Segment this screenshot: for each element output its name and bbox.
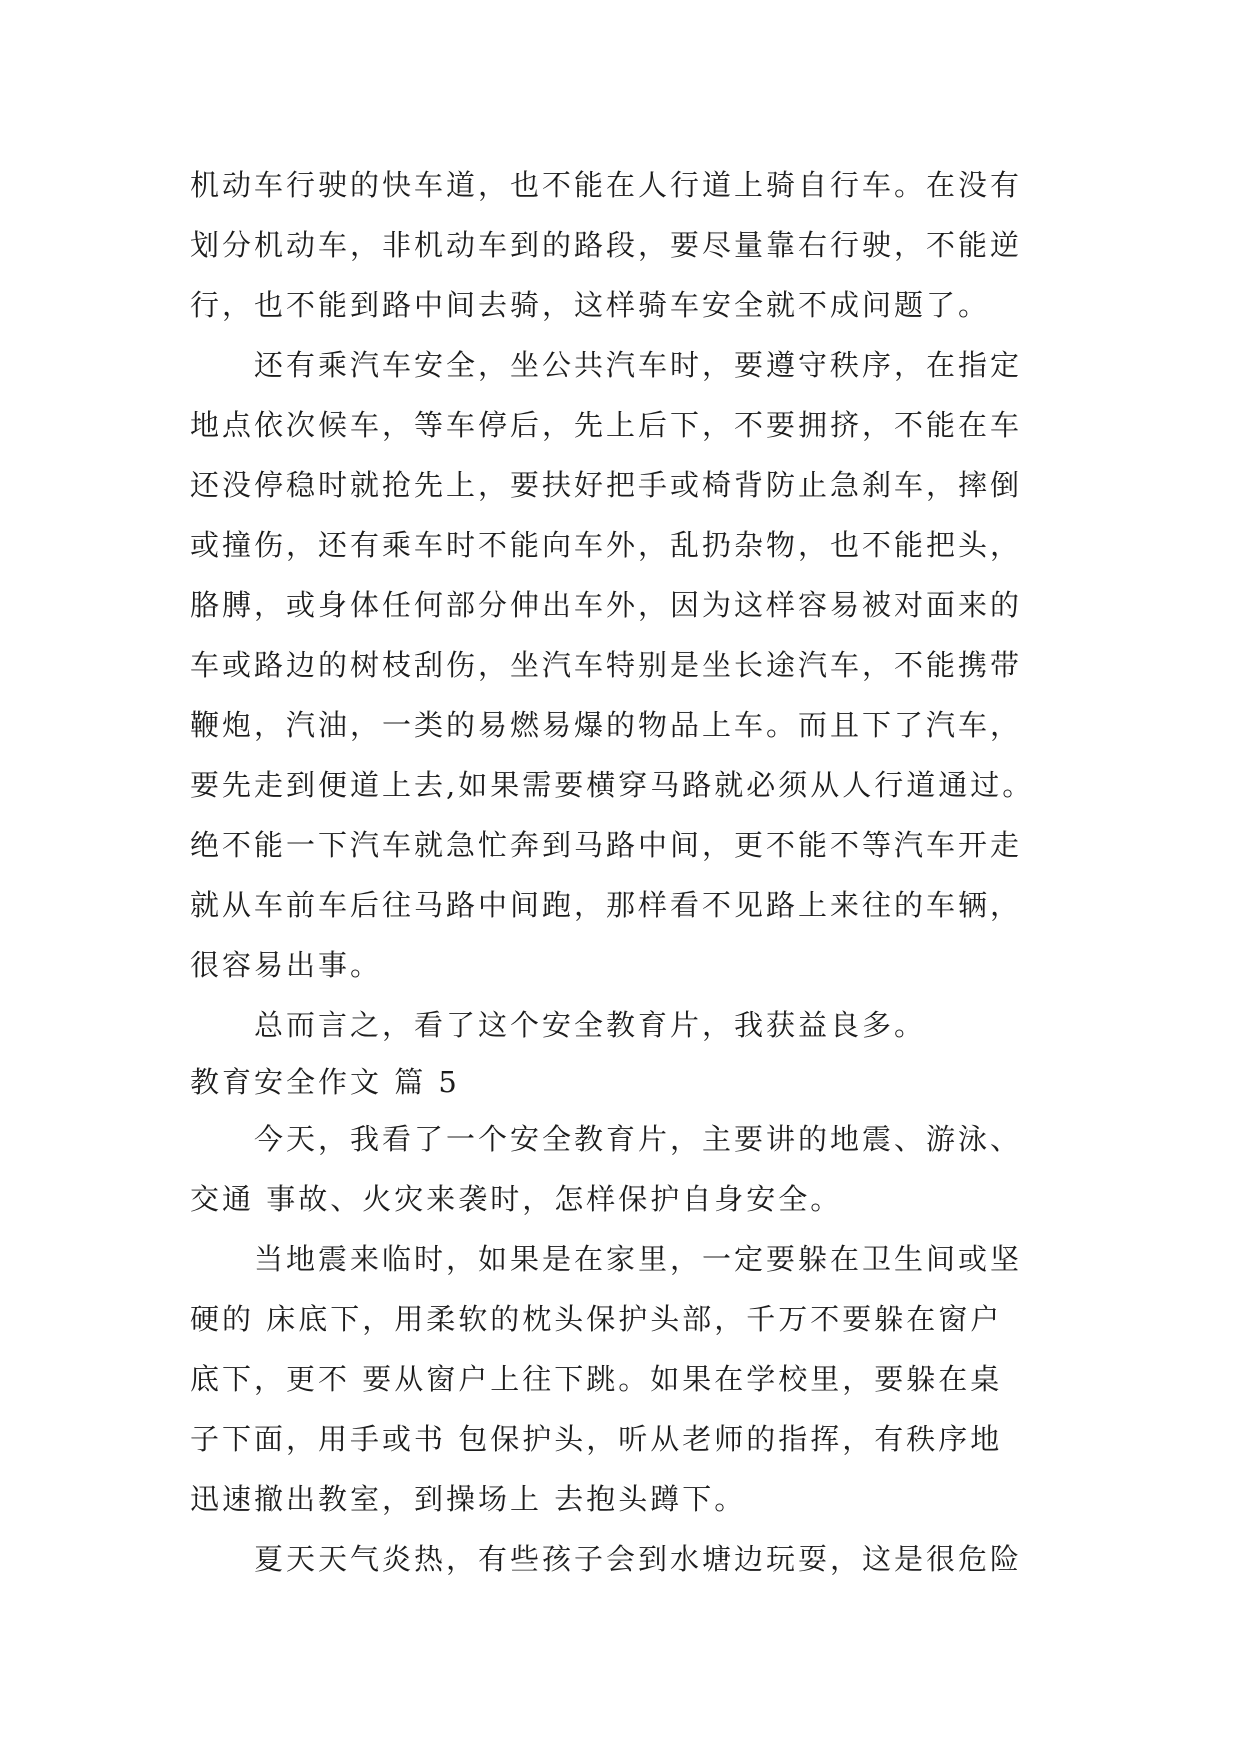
paragraph-start: 今天，我看了一个安全教育片，主要讲的地震、游泳、: [254, 1122, 1023, 1156]
paragraph-start: 总而言之，看了这个安全教育片，我获益良多。: [254, 1008, 927, 1042]
text-line: 或撞伤，还有乘车时不能向车外，乱扔杂物，也不能把头，: [190, 528, 1023, 562]
text-line: 交通 事故、火灾来袭时，怎样保护自身安全。: [190, 1182, 843, 1216]
text-line: 行，也不能到路中间去骑，这样骑车安全就不成问题了。: [190, 288, 991, 322]
paragraph-start: 还有乘汽车安全，坐公共汽车时，要遵守秩序，在指定: [254, 348, 1023, 382]
text-line: 机动车行驶的快车道，也不能在人行道上骑自行车。在没有: [190, 168, 1023, 202]
text-line: 鞭炮，汽油，一类的易燃易爆的物品上车。而且下了汽车，: [190, 708, 1023, 742]
text-line: 硬的 床底下，用柔软的枕头保护头部，千万不要躲在窗户: [190, 1302, 1003, 1336]
text-line: 就从车前车后往马路中间跑，那样看不见路上来往的车辆，: [190, 888, 1023, 922]
text-line: 绝不能一下汽车就急忙奔到马路中间，更不能不等汽车开走: [190, 828, 1023, 862]
text-line: 地点依次候车，等车停后，先上后下，不要拥挤，不能在车: [190, 408, 1023, 442]
text-line: 底下，更不 要从窗户上往下跳。如果在学校里，要躲在桌: [190, 1362, 1003, 1396]
text-line: 还没停稳时就抢先上，要扶好把手或椅背防止急刹车，摔倒: [190, 468, 1023, 502]
text-line: 要先走到便道上去,如果需要横穿马路就必须从人行道通过。: [190, 768, 1035, 802]
text-line: 胳膊，或身体任何部分伸出车外，因为这样容易被对面来的: [190, 588, 1023, 622]
paragraph-start: 夏天天气炎热，有些孩子会到水塘边玩耍，这是很危险: [254, 1542, 1023, 1576]
text-line: 很容易出事。: [190, 948, 383, 982]
text-line: 迅速撤出教室，到操场上 去抱头蹲下。: [190, 1482, 747, 1516]
section-heading: 教育安全作文 篇 5: [190, 1065, 460, 1099]
text-line: 子下面，用手或书 包保护头，听从老师的指挥，有秩序地: [190, 1422, 1003, 1456]
paragraph-start: 当地震来临时，如果是在家里，一定要躲在卫生间或坚: [254, 1242, 1023, 1276]
text-line: 车或路边的树枝刮伤，坐汽车特别是坐长途汽车，不能携带: [190, 648, 1023, 682]
text-line: 划分机动车，非机动车到的路段，要尽量靠右行驶，不能逆: [190, 228, 1023, 262]
